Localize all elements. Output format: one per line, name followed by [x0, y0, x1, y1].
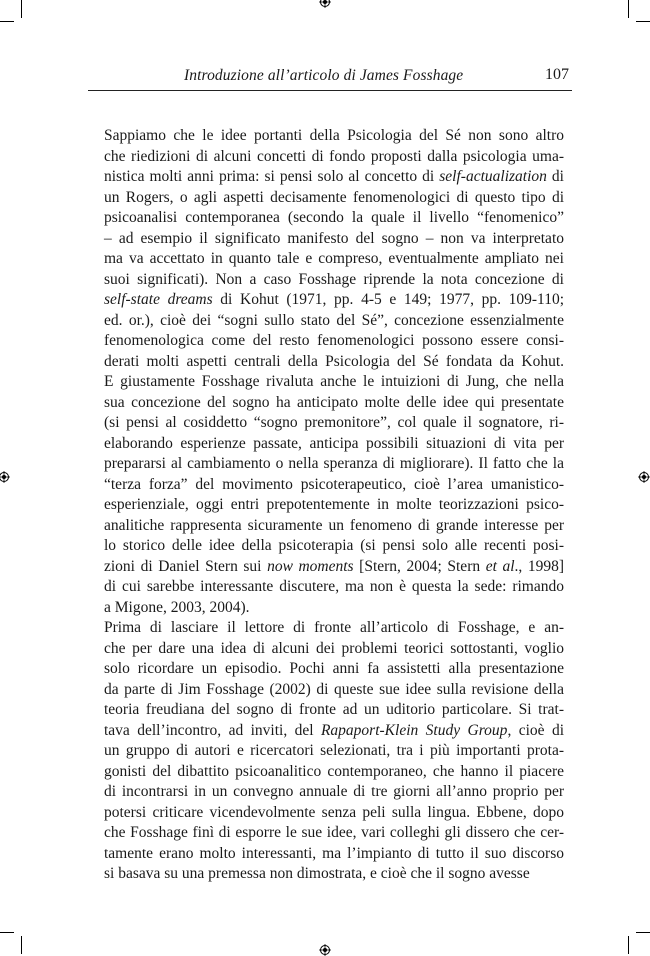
text-line: (si pensi al cosiddetto “sogno premonitore”, col quale il sognatore, ri- — [104, 414, 564, 431]
registration-mark-icon — [0, 471, 10, 483]
text-line: fenomenologica come del resto fenomenologici possono essere consi- — [104, 332, 564, 349]
text-line: sua concezione del sogno ha anticipato molte delle idee qui presentate — [104, 393, 564, 411]
text-line: si basava su una premessa non dimostrata, e cioè che il sogno avesse — [104, 865, 530, 882]
text-line: analitiche rappresenta sicuramente un fenomeno di grande interesse per — [104, 516, 564, 534]
text-line: Sappiamo che le idee portanti della Psicologia del Sé non sono altro — [104, 127, 564, 144]
registration-mark-icon — [319, 944, 331, 956]
text-line: suoi significati). Non a caso Fosshage riprende la nota concezione di — [104, 270, 564, 288]
text-line: solo ricordare un episodio. Pochi anni fa assistetti alla presentazione — [104, 660, 564, 677]
page-number: 107 — [545, 66, 569, 83]
crop-mark — [636, 21, 650, 22]
text-line: di cui sarebbe interessante discutere, ma non è questa la sede: rimando — [104, 578, 564, 595]
crop-mark — [636, 932, 650, 933]
text-line: di incontrarsi in un convegno annuale di tre giorni all’anno proprio per — [104, 783, 564, 800]
paragraph — [88, 618, 564, 885]
running-header — [88, 64, 572, 91]
text-line: lo storico delle idee della psicoterapia (si pensi solo alle recenti posi- — [104, 537, 564, 554]
body-text — [88, 126, 564, 885]
text-line: che riedizioni di alcuni concetti di fondo proposti dalla psicologia uma- — [104, 147, 564, 165]
text-line: “terza forza” del movimento psicoterapeutico, cioè l’area umanistico- — [104, 475, 564, 493]
paragraph — [88, 126, 564, 618]
text-line: psicoanalisi contemporanea (secondo la quale il livello “fenomenico” — [104, 209, 564, 226]
text-line: tava dell’incontro, ad inviti, del Rapaport-Klein Study Group, cioè di — [104, 721, 565, 739]
text-line: nistica molti anni prima: si pensi solo al concetto di self-actualization di — [104, 168, 564, 185]
italic-term: self-actualization — [439, 168, 547, 185]
italic-term: et al — [485, 557, 515, 575]
text-line: prepararsi al cambiamento o nella speranza di migliorare). Il fatto che la — [104, 455, 564, 472]
text-line: un gruppo di autori e ricercatori selezionati, tra i più importanti prota- — [104, 742, 564, 759]
text-line: – ad esempio il significato manifesto del sogno – non va interpretato — [104, 229, 564, 247]
crop-mark — [628, 0, 629, 18]
italic-term: self-state dreams — [104, 291, 213, 308]
text-line: gonisti del dibattito psicoanalitico contemporaneo, che hanno il piacere — [104, 762, 564, 780]
registration-mark-icon — [319, 0, 331, 8]
text-line: self-state dreams di Kohut (1971, pp. 4-5 e 149; 1977, pp. 109-110; — [104, 291, 564, 308]
text-line: tamente erano molto interessanti, ma l’impianto di tutto il suo discorso — [104, 844, 564, 862]
text-line: teoria freudiana del sogno di fronte ad un uditorio particolare. Si trat- — [104, 701, 564, 718]
crop-mark — [21, 936, 22, 954]
text-line: ed. or.), cioè dei “sogni sullo stato del Sé”, concezione essenzialmente — [104, 311, 564, 329]
text-line: zioni di Daniel Stern sui now moments [Stern, 2004; Stern et al., 1998] — [104, 557, 565, 575]
italic-term: Rapaport-Klein Study Group — [320, 721, 508, 739]
text-line: potersi criticare vicendevolmente senza peli sulla lingua. Ebbene, dopo — [104, 803, 564, 821]
running-title: Introduzione all’articolo di James Fosshage — [184, 67, 464, 84]
text-line: che per dare una idea di alcuni dei problemi teorici sottostanti, voglio — [104, 639, 564, 657]
text-line: a Migone, 2003, 2004). — [104, 598, 250, 616]
text-line: elaborando esperienze passate, anticipa possibili situazioni di vita per — [104, 434, 564, 452]
crop-mark — [0, 21, 14, 22]
text-line: E giustamente Fosshage rivaluta anche le intuizioni di Jung, che nella — [104, 373, 564, 390]
text-line: da parte di Jim Fosshage (2002) di queste sue idee sulla revisione della — [104, 680, 564, 698]
crop-mark — [628, 936, 629, 954]
italic-term: now moments — [267, 557, 354, 575]
text-line: esperienziale, oggi entri prepotentemente in molte teorizzazioni psico- — [104, 496, 564, 513]
text-line: un Rogers, o agli aspetti decisamente fenomenologici di questo tipo di — [104, 188, 564, 206]
text-line: ma va accettato in quanto tale e compreso, eventualmente ampliato nei — [104, 250, 564, 267]
text-line: derati molti aspetti centrali della Psicologia del Sé fondata da Kohut. — [104, 352, 564, 370]
crop-mark — [0, 932, 14, 933]
registration-mark-icon — [638, 471, 650, 483]
text-line: che Fosshage finì di esporre le sue idee, vari colleghi gli dissero che cer- — [104, 824, 564, 841]
text-line: Prima di lasciare il lettore di fronte all’articolo di Fosshage, e an- — [104, 619, 564, 636]
crop-mark — [21, 0, 22, 18]
